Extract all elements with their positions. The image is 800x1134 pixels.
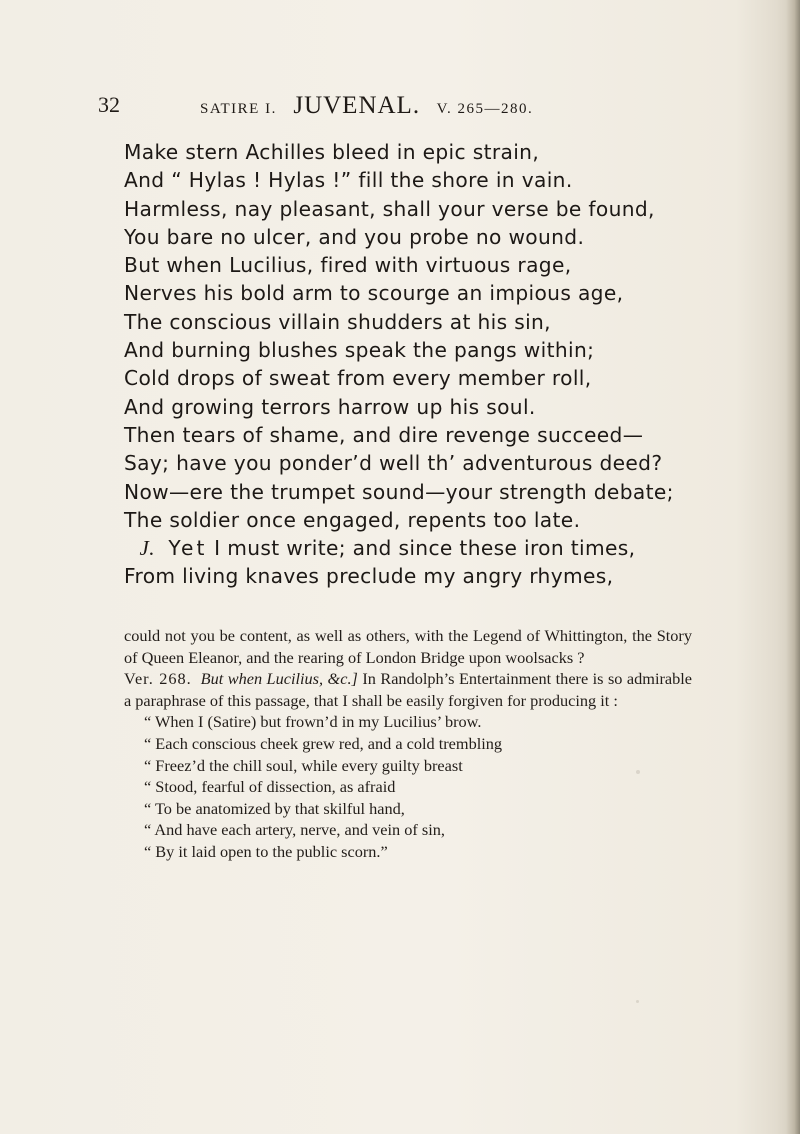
- poem-line: And burning blushes speak the pangs within;: [124, 338, 595, 363]
- quotation-line: “ And have each artery, nerve, and vein of sin,: [144, 820, 445, 840]
- poem-line: And growing terrors harrow up his soul.: [124, 394, 536, 419]
- page-number: 32: [98, 92, 120, 117]
- note-continuation: could not you be content, as well as others, with the Legend of Whittington, the Story of Queen Eleanor, and the rearing of London Bridge upon woolsacks ?: [124, 626, 692, 667]
- poem-line: Harmless, nay pleasant, shall your verse be found,: [124, 196, 655, 221]
- note-ver-268: [124, 668, 692, 711]
- running-head-verses: V. 265—280.: [436, 101, 534, 117]
- poem-line: Say; have you ponder’d well th’ adventurous deed?: [124, 451, 663, 476]
- footnotes: [124, 625, 692, 863]
- note-ver-text: In Randolph’s Entertainment there is so admirable a paraphrase of this passage, that I shall be easily forgiven for producing it :: [124, 669, 693, 710]
- note-ver-lemma: But when Lucilius, &c.]: [200, 669, 358, 689]
- poem-line: Nerves his bold arm to scourge an impious age,: [124, 281, 624, 306]
- poem-line: The conscious villain shudders at his sin,: [124, 309, 551, 334]
- quotation-line: “ By it laid open to the public scorn.”: [144, 841, 388, 861]
- quotation-line: “ To be anatomized by that skilful hand,: [144, 798, 405, 818]
- poem-text: [124, 138, 684, 591]
- page-header: [0, 92, 800, 122]
- poem-line: You bare no ulcer, and you probe no wound.: [124, 224, 585, 249]
- paper-blemish: [636, 1000, 639, 1003]
- running-head-satire: SATIRE I.: [200, 101, 277, 117]
- quotation-line: “ Stood, fearful of dissection, as afraid: [144, 777, 396, 797]
- quotation-line: “ Each conscious cheek grew red, and a cold trembling: [144, 733, 503, 753]
- poem-line: Then tears of shame, and dire revenge succeed—: [124, 422, 644, 447]
- page-edge-shadow: [786, 0, 800, 1134]
- poem-line: From living knaves preclude my angry rhymes,: [124, 564, 614, 589]
- poem-line: Make stern Achilles bleed in epic strain,: [124, 140, 540, 164]
- running-head: [200, 92, 610, 120]
- speaker-line-rest: I must write; and since these iron times,: [207, 536, 636, 561]
- running-head-author: JUVENAL.: [293, 92, 421, 119]
- speaker-word: Yet: [168, 536, 208, 561]
- poem-line: Cold drops of sweat from every member roll,: [124, 366, 592, 391]
- poem-line: But when Lucilius, fired with virtuous rage,: [124, 253, 572, 278]
- note-ver-label: Ver. 268.: [124, 669, 192, 689]
- note-quotation: [124, 711, 692, 862]
- poem-speaker-line: [124, 534, 684, 562]
- speaker-label: J.: [139, 536, 155, 561]
- paper-blemish: [636, 770, 640, 774]
- quotation-line: “ When I (Satire) but frown’d in my Lucilius’ brow.: [144, 712, 482, 732]
- quotation-line: “ Freez’d the chill soul, while every guilty breast: [144, 755, 463, 775]
- poem-line: And “ Hylas ! Hylas !” fill the shore in vain.: [124, 168, 573, 193]
- poem-line: The soldier once engaged, repents too late.: [124, 507, 581, 532]
- poem-line: Now—ere the trumpet sound—your strength debate;: [124, 479, 674, 504]
